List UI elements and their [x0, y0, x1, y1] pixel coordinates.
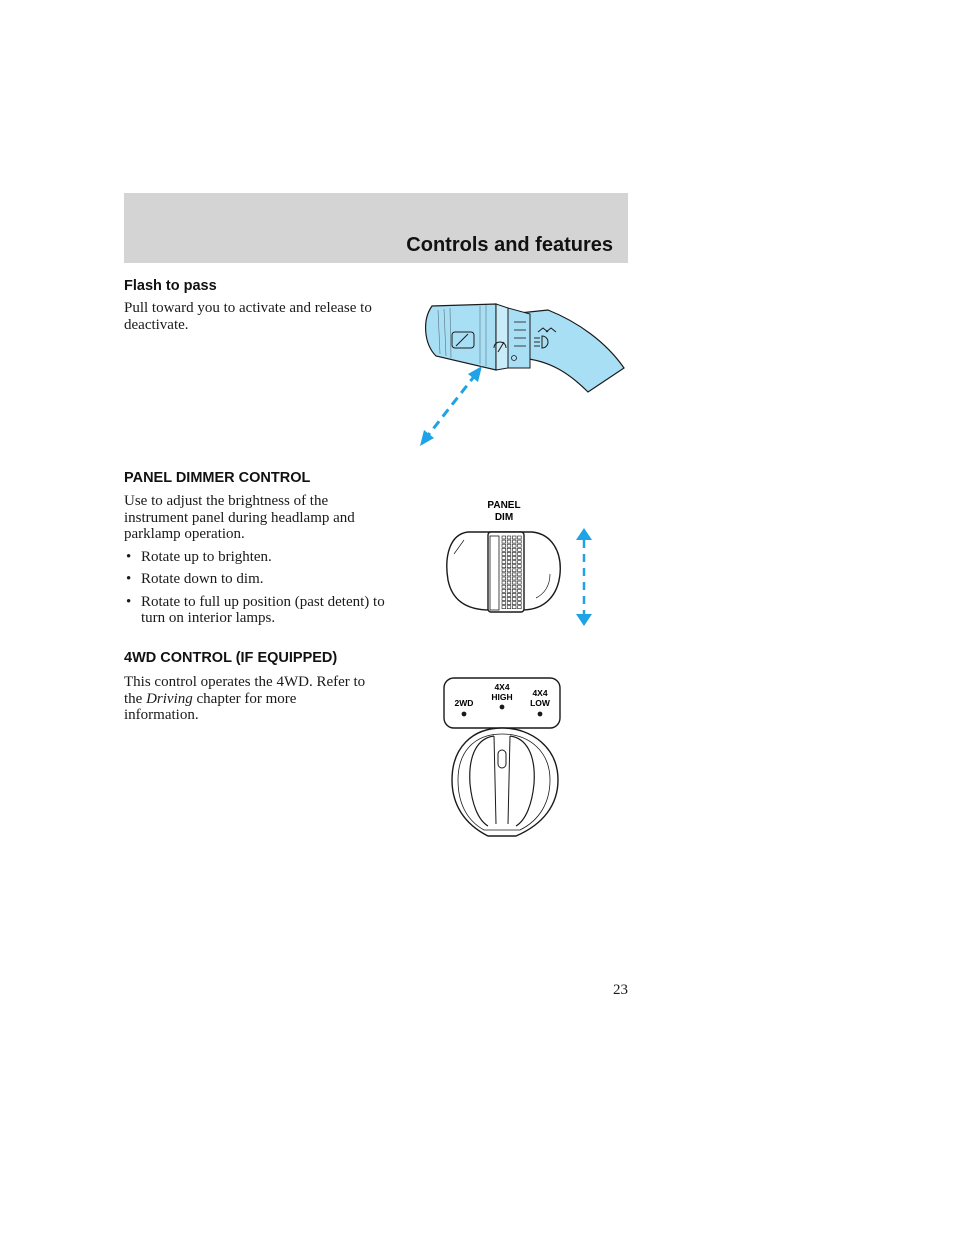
panel-dim-label-line2: DIM	[494, 512, 514, 523]
flash-to-pass-heading: Flash to pass	[124, 278, 217, 294]
panel-dimmer-bullets	[124, 549, 389, 627]
page-number: 23	[613, 982, 628, 998]
panel-dimmer-heading: PANEL DIMMER CONTROL	[124, 470, 311, 486]
panel-dimmer-illustration	[440, 494, 600, 630]
four-low-label-line2: LOW	[530, 698, 550, 708]
four-high-label-line1: 4X4	[494, 682, 510, 692]
two-wd-label: 2WD	[454, 698, 474, 708]
panel-dimmer-section	[124, 470, 389, 633]
section-header-band	[124, 193, 628, 263]
four-wd-section	[124, 650, 374, 724]
section-title: Controls and features	[406, 234, 613, 256]
list-item: • Rotate to full up position (past detent) to turn on interior lamps.	[126, 593, 385, 626]
four-wd-heading: 4WD CONTROL (IF EQUIPPED)	[124, 650, 338, 666]
four-wd-selector-illustration	[440, 674, 564, 840]
panel-dimmer-body: Use to adjust the brightness of the instrument panel during headlamp and parklamp operation.	[124, 493, 355, 542]
four-wd-body: This control operates the 4WD. Refer to the Driving chapter for more information.	[124, 674, 366, 723]
flash-to-pass-body: Pull toward you to activate and release to deactivate.	[124, 300, 372, 333]
list-item: • Rotate up to brighten.	[126, 548, 272, 565]
list-item: • Rotate down to dim.	[126, 571, 264, 587]
four-low-label-line1: 4X4	[532, 688, 548, 698]
multifunction-stalk-illustration	[410, 292, 630, 452]
panel-dim-label-line1: PANEL	[487, 500, 521, 511]
four-high-label-line2: HIGH	[491, 692, 513, 702]
rotate-arrow-icon	[576, 528, 592, 626]
flash-to-pass-section	[124, 278, 384, 333]
pull-arrow-icon	[420, 366, 482, 446]
